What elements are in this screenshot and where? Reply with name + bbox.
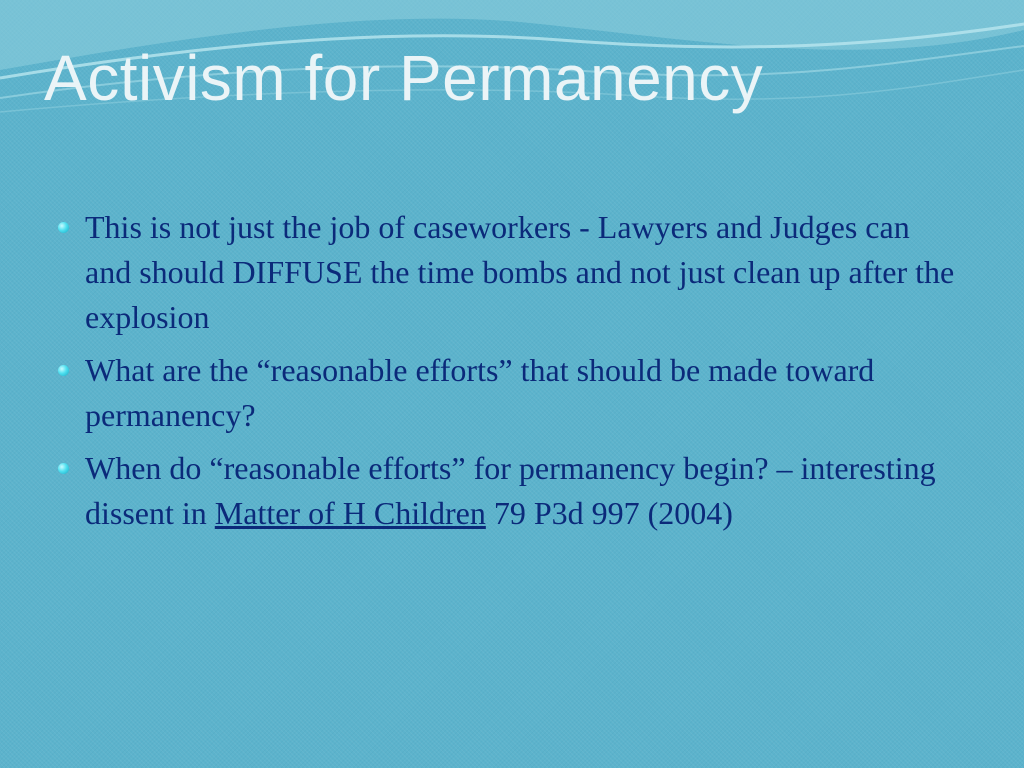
bullet-dot-icon [58, 463, 69, 474]
case-citation-link[interactable]: Matter of H Children [214, 495, 486, 531]
bullet-dot-icon [58, 222, 69, 233]
bullet-item [56, 348, 956, 438]
bullet-text: This is not just the job of caseworkers - Lawyers and Judges can and should DIFFUSE the time bombs and not just clean up after the explosion [85, 209, 955, 335]
bullet-dot-icon [58, 365, 69, 376]
bullet-item [56, 446, 956, 536]
bullet-text-after: 79 P3d 997 (2004) [485, 495, 733, 531]
bullet-text-before: When do “reasonable efforts” for permanency begin? – interesting dissent in [85, 450, 936, 531]
bullet-text: What are the “reasonable efforts” that should be made toward permanency? [85, 352, 875, 433]
bullet-item [56, 205, 956, 340]
slide-title: Activism for Permanency [44, 42, 764, 114]
bullet-list [56, 205, 956, 544]
